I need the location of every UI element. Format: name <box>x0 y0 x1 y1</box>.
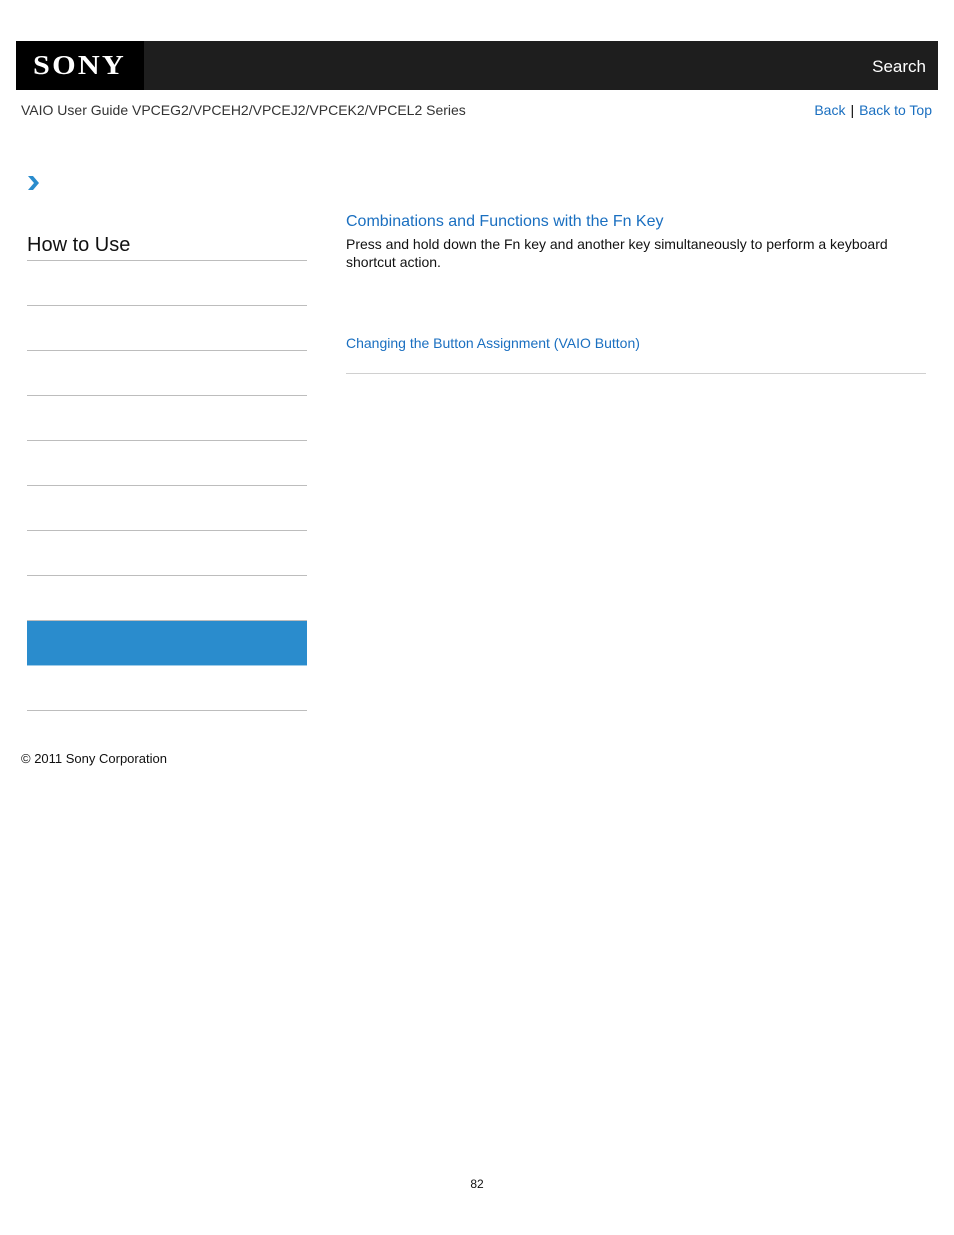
sidebar-item[interactable] <box>27 441 307 486</box>
back-to-top-link[interactable]: Back to Top <box>859 102 932 118</box>
sidebar-item[interactable] <box>27 576 307 621</box>
top-bar <box>16 41 938 90</box>
related-topic-link[interactable]: Changing the Button Assignment (VAIO Button) <box>346 335 640 351</box>
main-content <box>346 213 926 351</box>
sidebar-item[interactable] <box>27 306 307 351</box>
content-divider <box>346 373 926 374</box>
sidebar-item[interactable] <box>27 396 307 441</box>
sony-logo[interactable] <box>16 41 144 90</box>
sidebar-item[interactable] <box>27 486 307 531</box>
chevron-right-icon[interactable] <box>25 175 41 191</box>
sidebar-item[interactable] <box>27 351 307 396</box>
sidebar-item[interactable] <box>27 261 307 306</box>
guide-title: VAIO User Guide VPCEG2/VPCEH2/VPCEJ2/VPCEK2/VPCEL2 Series <box>21 102 466 118</box>
sidebar-title: How to Use <box>27 225 307 261</box>
copyright: © 2011 Sony Corporation <box>21 751 167 766</box>
sidebar <box>27 225 307 711</box>
search-button[interactable]: Search <box>872 57 926 76</box>
link-separator: | <box>850 102 855 118</box>
sidebar-item[interactable] <box>27 531 307 576</box>
back-link[interactable]: Back <box>814 102 846 118</box>
topic-description: Press and hold down the Fn key and another key simultaneously to perform a keyboard shortcut action. <box>346 236 888 270</box>
page-number: 82 <box>470 1177 484 1191</box>
sidebar-item[interactable] <box>27 666 307 711</box>
sidebar-item-active[interactable] <box>27 621 307 666</box>
topic-title-link[interactable]: Combinations and Functions with the Fn Key <box>346 213 664 230</box>
logo-text: SONY <box>33 50 127 80</box>
top-links <box>814 102 932 118</box>
